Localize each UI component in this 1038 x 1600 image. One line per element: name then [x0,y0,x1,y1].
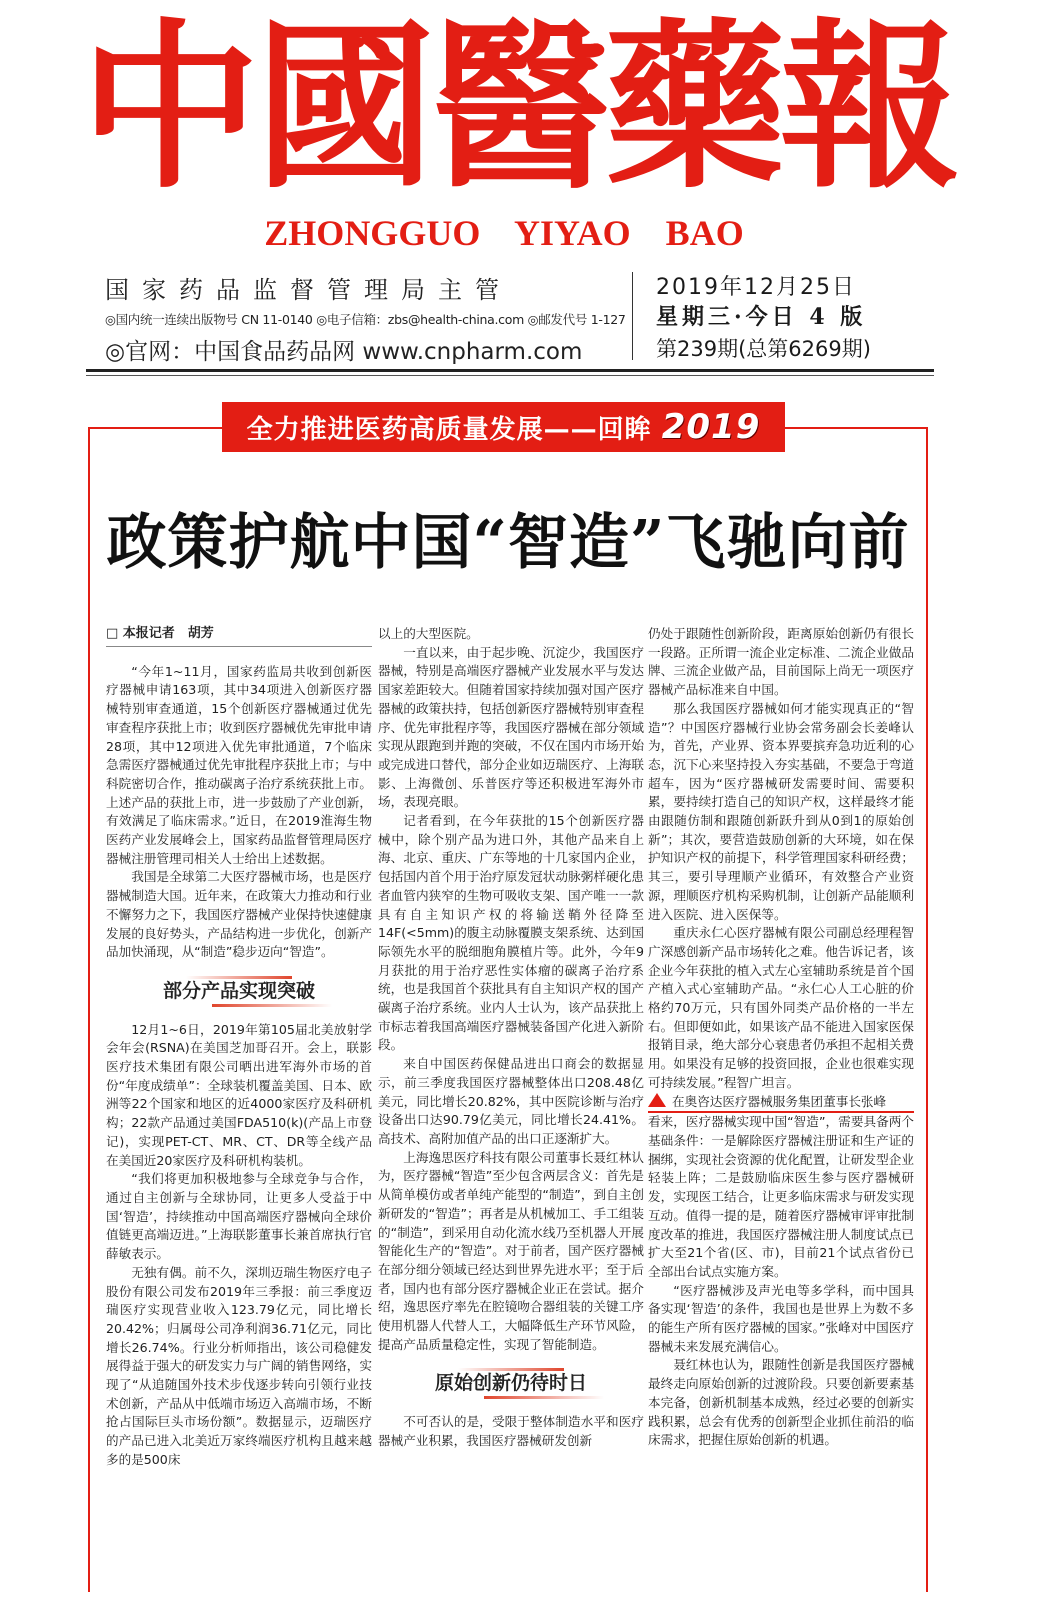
paragraph: “医疗器械涉及声光电等多学科，而中国具备实现‘智造’的条件，我国也是世界上为数不多的能生产所有医疗器械的国家。”张峰对中国医疗器械未来发展充满信心。 [648,1282,914,1354]
paragraph: 12月1~6日，2019年第105届北美放射学会年会(RSNA)在美国芝加哥召开。会上，联影医疗技术集团有限公司晒出进军海外市场的首份“年度成绩单”：全球装机覆盖美国、日本、欧洲等22个国家和地区的近4000家医疗及科研机构；22款产品通过美国FDA510(k)(产品上市登记)，实现PET-CT、MR、CT、DR等全线产品在美国近20家医疗及科研机构装机。 [106,1021,372,1168]
paragraph: 看来，医疗器械实现中国“智造”，需要具备两个基础条件：一是解除医疗器械注册证和生产证的捆绑，实现社会资源的优化配置，让研发型企业轻装上阵；二是鼓励临床医生参与医疗器械研发，实现医工结合，让更多临床需求与研发实现互动。值得一提的是，随着医疗器械审评审批制度改革的推进，我国医疗器械注册人制度试点已扩大至21个省(区、市)，目前21个试点省份已全部出台试点实施方案。 [648,1114,914,1279]
byline: □ 本报记者 胡芳 [106,625,372,647]
paragraph: 无独有偶。前不久，深圳迈瑞生物医疗电子股份有限公司发布2019年三季报：前三季度迈瑞医疗实现营业收入123.79亿元，同比增长20.42%；归属母公司净利润36.71亿元，同比增长26.74%。行业分析师指出，该公司稳健发展得益于强大的研发实力与广阔的销售网络，实现了“从追随国外技术步伐逐步转向引领行业技术创新，产品从中低端市场迈入高端市场，不断抢占国际巨头市场份额”。数据显示，迈瑞医疗的产品已进入北美近万家终端医疗机构且越来越多的是500床 [106,1264,372,1467]
paragraph: 聂红林也认为，跟随性创新是我国医疗器械最终走向原始创新的过渡阶段。只要创新要素基本完备，创新机制基本成熟，经过必要的创新实践积累，总会有优秀的创新型企业抓住前沿的临床需求，把握住原始创新的机遇。 [648,1357,914,1448]
frame-line [785,427,928,429]
paragraph: 来自中国医药保健品进出口商会的数据显示，前三季度我国医疗器械整体出口208.48亿美元，同比增长20.82%，其中医院诊断与治疗设备出口达90.79亿美元，同比增长24.41%。高技术、高附加值产品的出口正逐渐扩大。 [378,1056,644,1146]
masthead-logo [80,0,961,215]
article-column-1 [106,625,372,1470]
banner-text: 全力推进医药高质量发展——回眸 [246,415,652,445]
highlight-text: 在奥咨达医疗器械服务集团董事长张峰 [672,1093,887,1109]
banner-year: 2019 [661,407,761,447]
paragraph: 那么我国医疗器械如何才能实现真正的“智造”？中国医疗器械行业协会常务副会长姜峰认为，首先，产业界、资本界要摈弃急功近利的心态，沉下心来坚持投入夯实基础，不要急于弯道超车，因为“医疗器械研发需要时间、需要积累，要持续打造自己的知识产权，这样最终才能由跟随仿制和跟随创新跃升到从0到1的原始创新”；其次，要营造鼓励创新的大环境，如在保护知识产权的前提下，科学管理国家科研经费；其三，要引导理顺产业循环，有效整合产业资源，理顺医疗机构采购机制，让创新产品能顺利进入医院、进入医保等。 [648,700,914,922]
frame-line [926,427,928,1592]
subheading: 原始创新仍待时日 [378,1368,644,1399]
section-banner [222,402,785,452]
photo-caption-highlight [648,1093,914,1114]
paragraph: 记者看到，在今年获批的15个创新医疗器械中，除个别产品为进口外，其他产品来自上海、北京、重庆、广东等地的十几家国内企业，包括国内首个用于治疗原发冠状动脉粥样硬化患者血管内狭窄的生物可吸收支架、国产唯一一款具有自主知识产权的将输送鞘外径降至14F(<5mm)的腹主动脉覆膜支架系统、达到国际领先水平的脱细胞角膜植片等。此外，今年9月获批的用于治疗恶性实体瘤的碳离子治疗系统，也是我国首个获批具有自主知识产权的国产碳离子治疗系统。业内人士认为，该产品获批上市标志着我国高端医疗器械装备国产化进入新阶段。 [378,813,644,1053]
divider [632,272,633,360]
masthead-char: 中 [80,2,261,213]
paragraph: “今年1~11月，国家药监局共收到创新医疗器械申请163项，其中34项进入创新医疗器械特别审查通道，15个创新医疗器械通过优先审查程序获批上市；收到医疗器械优先审批申请28项，其中12项进入优先审批通道，7个临床急需医疗器械通过优先审批程序获批上市；与中科院密切合作，推动碳离子治疗系统获批上市。上述产品的获批上市，进一步鼓励了产业创新，有效满足了临床需求。”近日，在2019淮海生物医药产业发展峰会上，国家药品监督管理局医疗器械注册管理司相关人士给出上述数据。 [106,663,372,866]
paragraph: 以上的大型医院。 [378,626,479,641]
supervisor-line: 国家药品监督管理局主管 [105,276,512,304]
paragraph: 不可否认的是，受限于整体制造水平和医疗器械产业积累，我国医疗器械研发创新 [378,1414,644,1448]
masthead-char: 醫 [430,2,611,213]
publication-details: ◎国内统一连续出版物号 CN 11-0140 ◎电子信箱：zbs@health-china.com ◎邮发代号 1-127 [105,312,626,327]
website-line: ◎官网：中国食品药品网 www.cnpharm.com [105,339,583,365]
issue-date: 2019年12月25日 [656,275,856,300]
masthead-char: 藥 [605,2,786,213]
masthead-char: 國 [255,2,436,213]
frame-line [88,427,90,1592]
weekday-pages: 星期三·今日 4 版 [656,304,867,330]
paragraph: 重庆永仁心医疗器械有限公司副总经理程智广深感创新产品市场转化之难。他告诉记者，该企业今年获批的植入式左心室辅助系统是首个国产植入式心室辅助产品。“永仁心人工心脏的价格约70万元，只有国外同类产品价格的一半左右。但即便如此，如果该产品不能进入国家医保报销目录，绝大部分心衰患者仍承担不起相关费用。如果没有足够的投资回报，企业也很难实现可持续发展。”程智广坦言。 [648,925,914,1090]
header-rule [86,375,934,376]
masthead-char: 報 [780,2,961,213]
paragraph: 上海逸思医疗科技有限公司董事长聂红林认为，医疗器械“智造”至少包含两层含义：首先是从简单模仿或者单纯产能型的“制造”，到自主创新研发的“智造”；再者是从机械加工、手工组装的“制造”，到采用自动化流水线乃至机器人开展智能化生产的“智造”。对于前者，国产医疗器械在部分细分领域已经达到世界先进水平；至于后者，国内也有部分医疗器械企业正在尝试。据介绍，逸思医疗率先在腔镜吻合器组装的关键工序使用机器人代替人工，大幅降低生产环节风险，提高产品质量稳定性，实现了智能制造。 [378,1149,644,1352]
paragraph: 我国是全球第二大医疗器械市场，也是医疗器械制造大国。近年来，在政策大力推动和行业不懈努力之下，我国医疗器械产业保持快速健康发展的良好势头，产品结构进一步优化，创新产品加快涌现，从“制造”稳步迈向“智造”。 [106,869,372,960]
article-column-2 [378,625,644,1451]
paragraph: 一直以来，由于起步晚、沉淀少，我国医疗器械，特别是高端医疗器械产业发展水平与发达国家差距较大。但随着国家持续加强对国产医疗器械的政策扶持，包括创新医疗器械特别审查程序、优先审批程序等，我国医疗器械在部分领域实现从跟跑到并跑的突破，不仅在国内市场开始或完成进口替代，部分企业如迈瑞医疗、上海联影、上海微创、乐普医疗等还积极进军海外市场，表现亮眼。 [378,644,644,810]
paragraph: 仍处于跟随性创新阶段，距离原始创新仍有很长一段路。正所谓一流企业定标准、二流企业做品牌、三流企业做产品，目前国际上尚无一项医疗器械产品标准来自中国。 [648,626,914,698]
masthead-pinyin: ZHONGGUO YIYAO BAO [264,213,744,253]
paragraph: “我们将更加积极地参与全球竞争与合作，通过自主创新与全球协同，让更多人受益于中国‘智造’，持续推动中国高端医疗器械向全球价值链更高端迈进。”上海联影董事长兼首席执行官薛敏表示。 [106,1171,372,1262]
issue-number: 第239期(总第6269期) [656,337,871,361]
subheading: 部分产品实现突破 [106,976,372,1007]
header-rule [86,369,934,372]
triangle-icon [648,1093,666,1107]
article-column-3 [648,625,914,1450]
frame-line [88,427,222,429]
headline: 政策护航中国“智造”飞驰向前 [106,508,910,578]
